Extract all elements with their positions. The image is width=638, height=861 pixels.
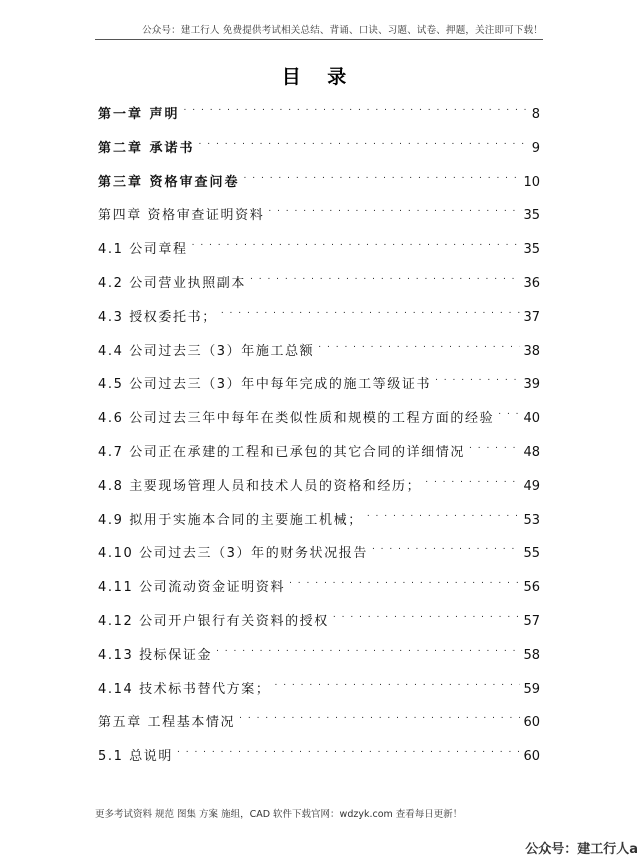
dot-leader bbox=[250, 273, 520, 287]
toc-entry-page-number: 9 bbox=[531, 140, 540, 156]
toc-entry-label: 4.11 公司流动资金证明资料 bbox=[98, 580, 286, 596]
toc-entry-page-number: 60 bbox=[523, 715, 540, 731]
toc-entry[interactable] bbox=[98, 273, 540, 307]
dot-leader bbox=[239, 712, 520, 726]
toc-entry[interactable] bbox=[98, 476, 540, 510]
dot-leader bbox=[372, 543, 521, 557]
toc-entry-label: 4.2 公司营业执照副本 bbox=[98, 275, 247, 291]
dot-leader bbox=[289, 577, 520, 591]
toc-entry-label: 4.6 公司过去三年中每年在类似性质和规模的工程方面的经验 bbox=[98, 411, 495, 427]
toc-entry-page-number: 35 bbox=[523, 208, 540, 224]
dot-leader bbox=[425, 476, 520, 490]
dot-leader bbox=[498, 408, 520, 422]
dot-leader bbox=[318, 341, 520, 355]
toc-entry[interactable] bbox=[98, 172, 540, 206]
toc-entry-page-number: 48 bbox=[523, 444, 540, 460]
toc-entry-page-number: 37 bbox=[523, 309, 540, 325]
toc-entry-label: 4.14 技术标书替代方案； bbox=[98, 681, 271, 697]
page-title: 目 录 bbox=[281, 66, 357, 88]
dot-leader bbox=[367, 510, 521, 524]
dot-leader bbox=[184, 104, 529, 118]
toc-entry-label: 4.13 投标保证金 bbox=[98, 647, 213, 663]
page-header: 公众号：建工行人 免费提供考试相关总结、背诵、口诀、习题、试卷、押题，关注即可下载！ bbox=[142, 25, 543, 36]
toc-entry-page-number: 59 bbox=[523, 681, 540, 697]
toc-entry[interactable] bbox=[98, 341, 540, 375]
watermark-text: 公众号：建工行人a bbox=[525, 842, 638, 857]
toc-entry-label: 4.7 公司正在承建的工程和已承包的其它合同的详细情况 bbox=[98, 444, 466, 460]
dot-leader bbox=[177, 746, 520, 760]
toc-entry[interactable] bbox=[98, 543, 540, 577]
dot-leader bbox=[221, 307, 521, 321]
toc-entry-label: 4.9 拟用于实施本合同的主要施工机械； bbox=[98, 512, 363, 528]
header-divider bbox=[95, 39, 543, 40]
toc-entry-label: 4.10 公司过去三（3）年的财务状况报告 bbox=[98, 546, 368, 562]
toc-entry-label: 第五章 工程基本情况 bbox=[98, 715, 236, 731]
toc-entry-page-number: 35 bbox=[523, 242, 540, 258]
dot-leader bbox=[192, 239, 521, 253]
toc-entry[interactable] bbox=[98, 645, 540, 679]
toc-entry[interactable] bbox=[98, 577, 540, 611]
toc-entry-page-number: 56 bbox=[523, 580, 540, 596]
toc-entry-page-number: 53 bbox=[523, 512, 540, 528]
toc-entry-page-number: 39 bbox=[523, 377, 540, 393]
toc-entry[interactable] bbox=[98, 374, 540, 408]
toc-entry-label: 4.8 主要现场管理人员和技术人员的资格和经历； bbox=[98, 478, 422, 494]
toc-entry-page-number: 55 bbox=[523, 546, 540, 562]
dot-leader bbox=[216, 645, 520, 659]
toc-entry[interactable] bbox=[98, 138, 540, 172]
toc-entry-page-number: 40 bbox=[523, 411, 540, 427]
dot-leader bbox=[469, 442, 520, 456]
toc-entry-page-number: 60 bbox=[523, 749, 540, 765]
toc-entry-label: 4.4 公司过去三（3）年施工总额 bbox=[98, 343, 315, 359]
toc-entry[interactable] bbox=[98, 104, 540, 138]
toc-entry-label: 第二章 承诺书 bbox=[98, 140, 195, 156]
toc-entry[interactable] bbox=[98, 679, 540, 713]
toc-entry-page-number: 57 bbox=[523, 613, 540, 629]
toc-entry[interactable] bbox=[98, 307, 540, 341]
dot-leader bbox=[199, 138, 529, 152]
dot-leader bbox=[333, 611, 521, 625]
toc-entry-label: 4.12 公司开户银行有关资料的授权 bbox=[98, 613, 329, 629]
toc-entry-page-number: 49 bbox=[523, 478, 540, 494]
toc-entry-label: 第四章 资格审查证明资料 bbox=[98, 208, 265, 224]
page-footer: 更多考试资料 规范 图集 方案 施组，CAD 软件下载官网：wdzyk.com 查看每日更新！ bbox=[95, 809, 463, 820]
dot-leader bbox=[435, 374, 520, 388]
toc-entry[interactable] bbox=[98, 712, 540, 746]
toc-entry-page-number: 38 bbox=[523, 343, 540, 359]
toc-entry-page-number: 10 bbox=[523, 174, 540, 190]
toc-entry-label: 4.3 授权委托书； bbox=[98, 309, 217, 325]
toc-entry[interactable] bbox=[98, 442, 540, 476]
table-of-contents bbox=[98, 104, 540, 780]
dot-leader bbox=[244, 172, 521, 186]
toc-entry[interactable] bbox=[98, 408, 540, 442]
toc-entry[interactable] bbox=[98, 510, 540, 544]
toc-entry-label: 4.1 公司章程 bbox=[98, 242, 188, 258]
dot-leader bbox=[268, 205, 520, 219]
toc-entry[interactable] bbox=[98, 746, 540, 780]
toc-entry-page-number: 36 bbox=[523, 275, 540, 291]
toc-entry[interactable] bbox=[98, 205, 540, 239]
toc-entry-label: 4.5 公司过去三（3）年中每年完成的施工等级证书 bbox=[98, 377, 432, 393]
toc-entry-label: 第一章 声明 bbox=[98, 107, 180, 122]
dot-leader bbox=[274, 679, 520, 693]
toc-entry[interactable] bbox=[98, 239, 540, 273]
toc-entry[interactable] bbox=[98, 611, 540, 645]
toc-entry-label: 第三章 资格审查问卷 bbox=[98, 174, 240, 190]
toc-entry-label: 5.1 总说明 bbox=[98, 749, 174, 765]
toc-entry-page-number: 58 bbox=[523, 647, 540, 663]
toc-entry-page-number: 8 bbox=[531, 107, 540, 122]
